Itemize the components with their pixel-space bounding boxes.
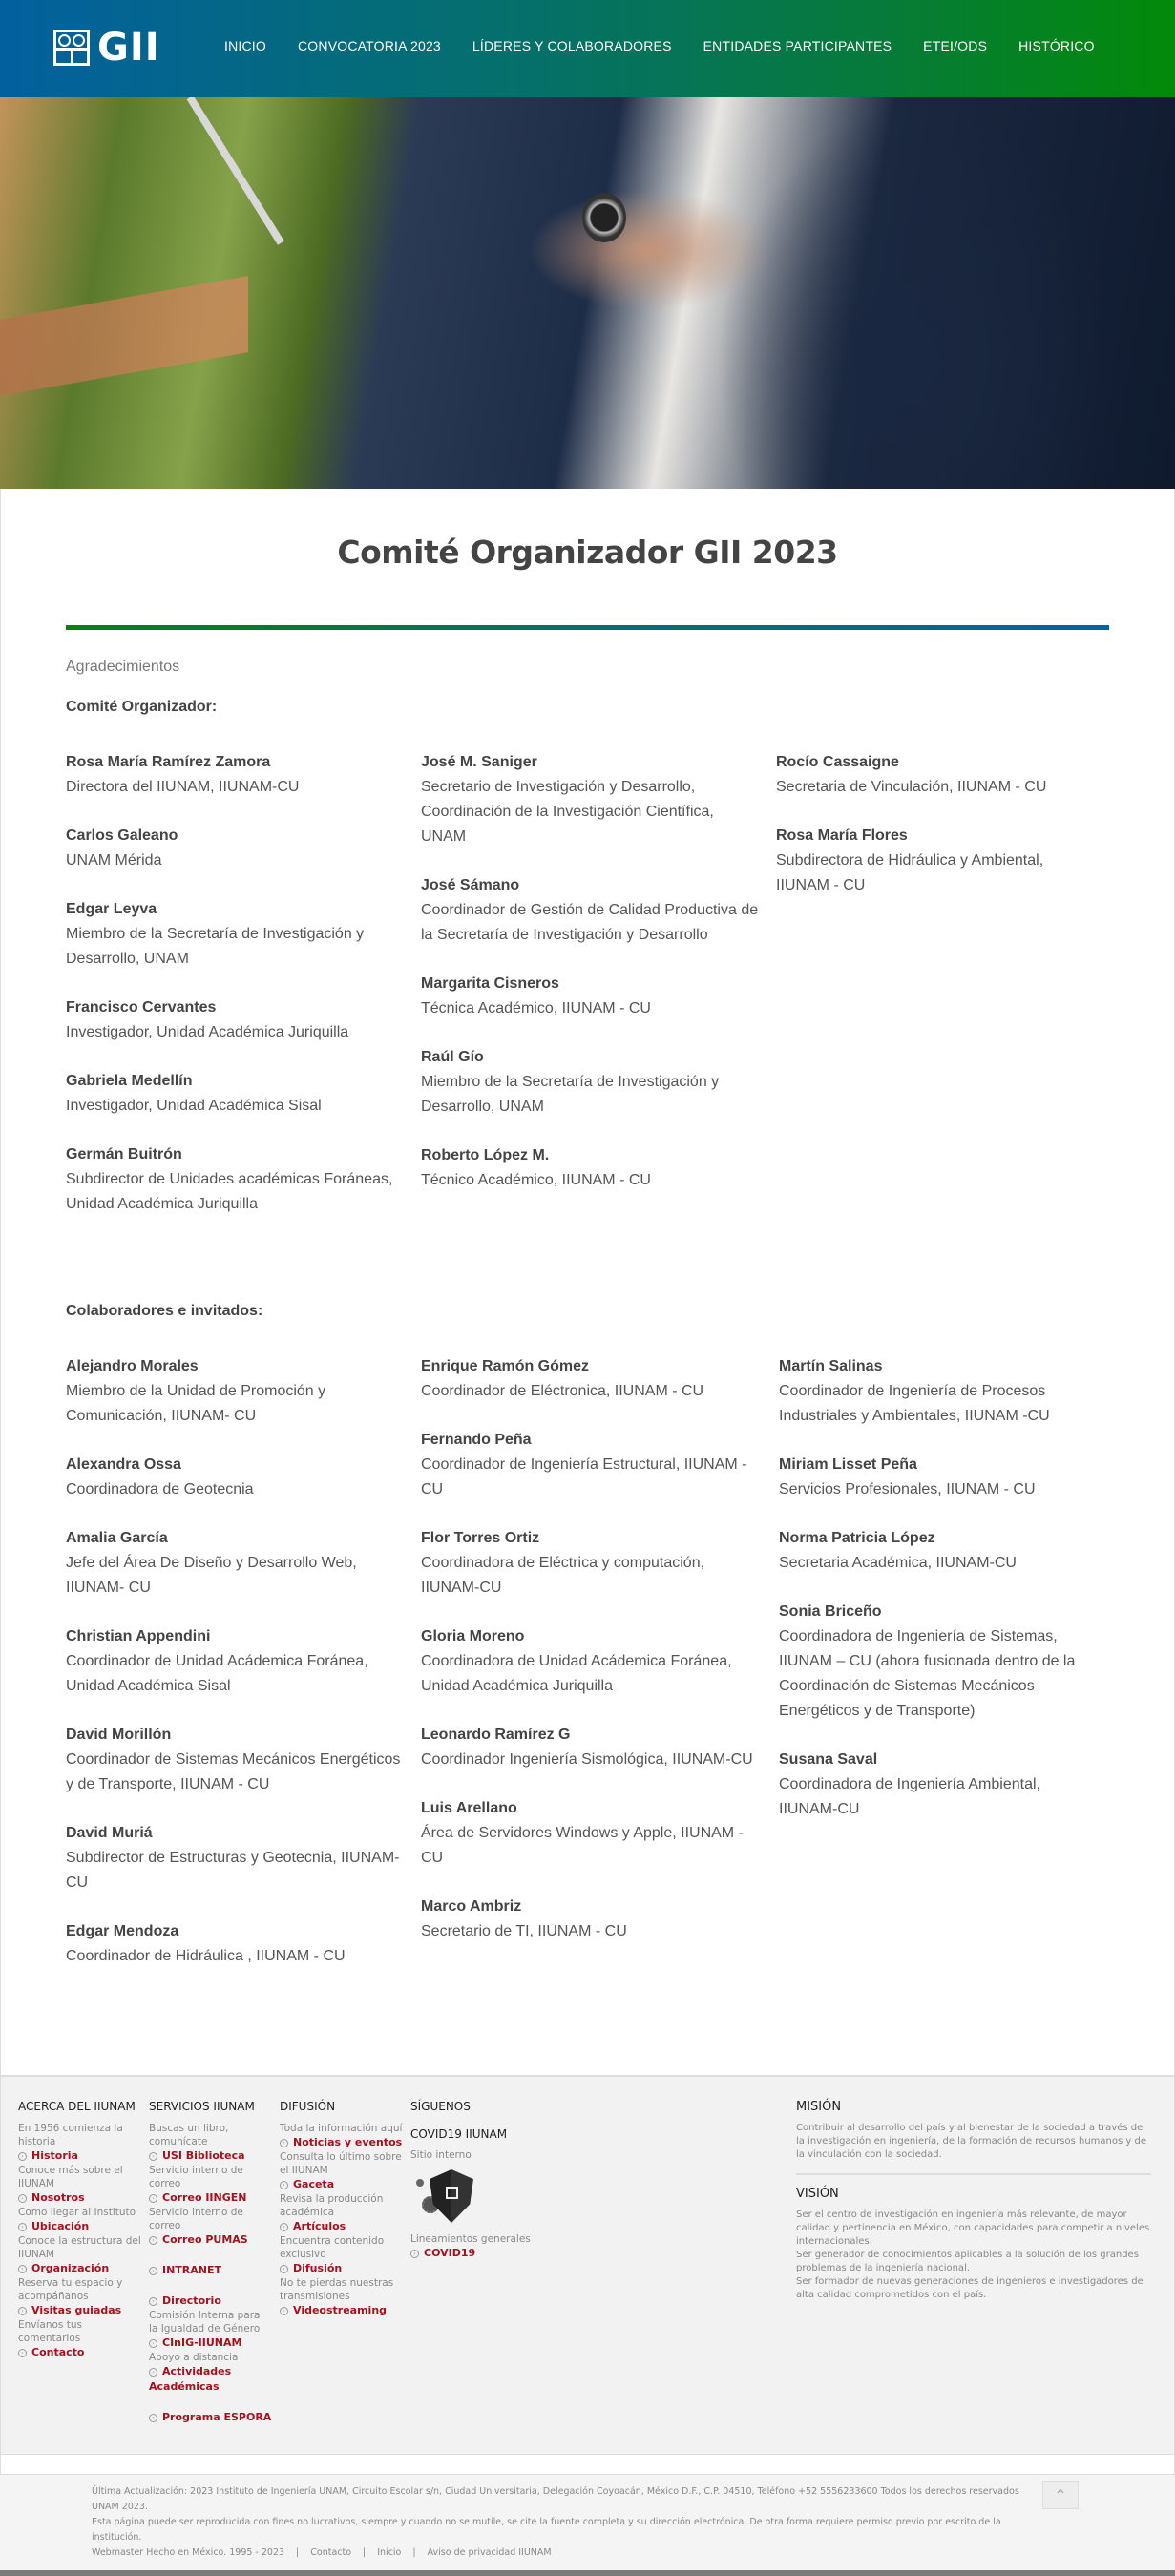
member-role: Área de Servidores Windows y Apple, IIUNAM - CU xyxy=(421,1825,744,1866)
collab-member xyxy=(66,1624,408,1699)
reproduction-notice: Esta página puede ser reproducida con fines no lucrativos, siempre y cuando no se mutile, se cite la fuente completa y su dirección electrónica. De otra forma requiere permiso previo por escrito de la institución. xyxy=(92,2517,1001,2543)
collab-member xyxy=(421,1428,766,1502)
member-role: Coordinador de Unidad Acádemica Foránea, Unidad Académica Sisal xyxy=(66,1653,368,1694)
member-role: Secretaria Académica, IIUNAM-CU xyxy=(779,1555,1017,1571)
footer-link[interactable]: › CInIG-IIUNAM xyxy=(149,2335,272,2351)
footer-desc: Consulta lo último sobre el IIUNAM xyxy=(280,2151,402,2176)
arrow-circle-icon: › xyxy=(149,2194,157,2203)
collab-member xyxy=(66,1526,408,1601)
member-role: Miembro de la Secretaría de Investigación y Desarrollo, UNAM xyxy=(66,926,365,967)
footer-desc: Reserva tu espacio y acompáñanos xyxy=(18,2277,123,2302)
member-name: Enrique Ramón Gómez xyxy=(421,1358,590,1374)
committee-member xyxy=(66,824,408,873)
member-role: Coordinadora de Eléctrica y computación, IIUNAM-CU xyxy=(421,1555,705,1596)
footer-link[interactable]: › Actividades Académicas xyxy=(149,2365,232,2393)
member-name: Roberto López M. xyxy=(421,1147,550,1163)
footer-link[interactable]: › Directorio xyxy=(149,2293,272,2309)
member-role: Coordinador de Ingeniería Estructural, IIUNAM - CU xyxy=(421,1456,747,1497)
collab-member xyxy=(421,1354,766,1404)
footer-desc: Servicio interno de correo xyxy=(149,2165,243,2189)
footer-link[interactable]: › Contacto xyxy=(18,2345,141,2360)
footer-servicios xyxy=(149,2100,280,2425)
footer-link[interactable]: › Noticias y eventos xyxy=(280,2135,403,2150)
collab-member xyxy=(66,1821,408,1895)
footer-link[interactable]: › Ubicación xyxy=(18,2219,141,2234)
footer-link[interactable]: › INTRANET xyxy=(149,2263,272,2278)
footer-desc: Servicio interno de correo xyxy=(149,2207,243,2231)
arrow-circle-icon: › xyxy=(18,2349,27,2357)
page-bottom-strip xyxy=(0,2570,1175,2576)
member-name: Francisco Cervantes xyxy=(66,999,217,1016)
covid19-link[interactable]: › COVID19 xyxy=(410,2246,534,2261)
collab-member xyxy=(779,1354,1097,1429)
main-content xyxy=(0,489,1175,2076)
arrow-circle-icon: › xyxy=(18,2194,27,2203)
mision-divider xyxy=(796,2173,1151,2175)
member-name: Germán Buitrón xyxy=(66,1146,182,1162)
collab-member xyxy=(779,1748,1097,1822)
footer-link[interactable]: › Correo PUMAS xyxy=(149,2232,272,2248)
collab-column xyxy=(66,1354,421,1993)
collab-member xyxy=(421,1624,766,1699)
footer-acerca xyxy=(18,2100,149,2360)
covid-title: COVID19 IIUNAM xyxy=(410,2127,508,2141)
committee-column xyxy=(421,750,776,1241)
committee-member xyxy=(776,824,1097,898)
arrow-circle-icon: › xyxy=(18,2265,27,2273)
arrow-circle-icon: › xyxy=(149,2339,157,2348)
member-role: Secretario de Investigación y Desarrollo, Coordinación de la Investigación Científica, UNAM xyxy=(421,779,714,845)
site-footer xyxy=(0,2076,1175,2455)
member-role: Secretaria de Vinculación, IIUNAM - CU xyxy=(776,779,1047,795)
arrow-circle-icon: › xyxy=(280,2265,288,2273)
arrow-circle-icon: › xyxy=(149,2414,157,2422)
committee-member xyxy=(421,873,763,948)
collab-member xyxy=(421,1723,766,1772)
nav-historico[interactable]: HISTÓRICO xyxy=(1018,38,1095,53)
arrow-circle-icon: › xyxy=(149,2297,157,2306)
mision-title: MISIÓN xyxy=(796,2100,842,2114)
chevron-up-icon: ⌃ xyxy=(1054,2486,1067,2504)
member-name: Alexandra Ossa xyxy=(66,1456,181,1473)
committee-heading: Comité Organizador: xyxy=(66,699,218,715)
footer-difusion xyxy=(280,2100,410,2318)
member-name: Susana Saval xyxy=(779,1751,878,1768)
back-to-top-button[interactable] xyxy=(1042,2481,1079,2509)
webmaster-text: Webmaster Hecho en México. 1995 - 2023 xyxy=(92,2547,285,2558)
footer-link[interactable]: › Gaceta xyxy=(280,2177,403,2192)
member-name: Gabriela Medellín xyxy=(66,1073,193,1089)
member-name: Luis Arellano xyxy=(421,1800,517,1816)
footer-acerca-title: ACERCA DEL IIUNAM xyxy=(18,2100,136,2113)
logo-text: GII xyxy=(97,26,160,70)
footer-desc: Envíanos tus comentarios xyxy=(18,2319,82,2344)
nav-convocatoria[interactable]: CONVOCATORIA 2023 xyxy=(297,38,441,53)
member-role: Coordinador Ingeniería Sismológica, IIUNAM-CU xyxy=(421,1751,753,1768)
arrow-circle-icon: › xyxy=(280,2223,288,2231)
member-name: Sonia Briceño xyxy=(779,1603,882,1620)
committee-member xyxy=(421,1143,763,1193)
committee-member xyxy=(66,750,408,800)
footer-siguenos-title: SÍGUENOS xyxy=(410,2100,471,2113)
vision-text-2: Ser generador de conocimientos aplicables a la solución de los grandes problemas de la ingeniería nacional. xyxy=(796,2250,1139,2273)
member-role: Subdirectora de Hidráulica y Ambiental, IIUNAM - CU xyxy=(776,852,1044,893)
member-name: José Sámano xyxy=(421,877,520,893)
committee-member xyxy=(66,995,408,1045)
covid-desc: Sitio interno xyxy=(410,2149,472,2161)
nav-inicio[interactable]: INICIO xyxy=(224,38,266,53)
member-role: Coordinadora de Geotecnia xyxy=(66,1481,254,1497)
member-role: Técnico Académico, IIUNAM - CU xyxy=(421,1172,651,1188)
iiunam-logo-icon xyxy=(53,30,90,66)
collab-column xyxy=(421,1354,779,1993)
footer-desc: Apoyo a distancia xyxy=(149,2352,239,2363)
footer-desc: No te pierdas nuestras transmisiones xyxy=(280,2277,394,2302)
mision-text: Contribuir al desarrollo del país y al bienestar de la sociedad a través de la investigación en ingeniería, de la formación de recursos humanos y de la vinculación con la sociedad. xyxy=(796,2123,1146,2160)
member-role: Directora del IIUNAM, IIUNAM-CU xyxy=(66,779,300,795)
member-role: Coordinadora de Ingeniería de Sistemas, IIUNAM – CU (ahora fusionada dentro de la Coordinación de Sistemas Mecánicos Energéticos y de Transporte) xyxy=(779,1628,1076,1719)
arrow-circle-icon: › xyxy=(18,2307,27,2315)
member-role: Investigador, Unidad Académica Sisal xyxy=(66,1098,322,1114)
member-role: Coordinadora de Ingeniería Ambiental, IIUNAM-CU xyxy=(779,1776,1040,1817)
collab-member xyxy=(66,1453,408,1502)
member-role: Subdirector de Estructuras y Geotecnia, IIUNAM- CU xyxy=(66,1850,400,1891)
member-role: Coordinador de Hidráulica , IIUNAM - CU xyxy=(66,1948,346,1964)
member-name: Amalia García xyxy=(66,1530,168,1546)
committee-member xyxy=(421,972,763,1021)
footer-siguenos xyxy=(410,2100,541,2261)
arrow-circle-icon: › xyxy=(280,2181,288,2189)
hero-tablet-shape xyxy=(187,97,284,245)
member-name: Leonardo Ramírez G xyxy=(421,1727,571,1743)
nav-entidades[interactable]: ENTIDADES PARTICIPANTES xyxy=(703,38,892,53)
member-name: Miriam Lisset Peña xyxy=(779,1456,917,1473)
arrow-circle-icon: › xyxy=(149,2152,157,2161)
arrow-circle-icon: › xyxy=(18,2152,27,2161)
footer-link[interactable]: › Nosotros xyxy=(18,2190,141,2206)
arrow-circle-icon: › xyxy=(149,2236,157,2245)
member-role: Jefe del Área De Diseño y Desarrollo Web, IIUNAM- CU xyxy=(66,1555,357,1596)
committee-member xyxy=(776,750,1097,800)
member-role: Secretario de TI, IIUNAM - CU xyxy=(421,1923,627,1939)
bottom-bar xyxy=(0,2474,1175,2570)
main-nav xyxy=(224,38,1126,53)
collab-member xyxy=(779,1526,1097,1576)
arrow-circle-icon: › xyxy=(410,2250,419,2258)
member-name: Carlos Galeano xyxy=(66,827,178,844)
collab-member xyxy=(66,1354,408,1429)
member-role: UNAM Mérida xyxy=(66,852,162,869)
member-name: Rosa María Ramírez Zamora xyxy=(66,754,271,770)
footer-link[interactable]: › Correo IINGEN xyxy=(149,2190,272,2206)
committee-column xyxy=(66,750,421,1241)
intro-text: Agradecimientos xyxy=(66,659,180,675)
footer-link[interactable]: › Artículos xyxy=(280,2219,403,2234)
member-name: Christian Appendini xyxy=(66,1628,211,1644)
arrow-circle-icon: › xyxy=(280,2139,288,2147)
bottom-link-aviso[interactable]: Aviso de privacidad IIUNAM xyxy=(427,2547,552,2558)
gradient-divider xyxy=(66,625,1109,630)
member-role: Técnica Académico, IIUNAM - CU xyxy=(421,1000,651,1016)
footer-desc: En 1956 comienza la historia xyxy=(18,2123,123,2147)
gii-logo[interactable] xyxy=(53,26,160,70)
committee-member xyxy=(66,897,408,972)
collaborators-heading: Colaboradores e invitados: xyxy=(66,1303,263,1319)
member-name: Martín Salinas xyxy=(779,1358,883,1374)
hero-watch-shape xyxy=(582,193,626,242)
footer-desc: Toda la información aquí xyxy=(280,2123,403,2134)
member-name: Rocío Cassaigne xyxy=(776,754,899,770)
member-name: Flor Torres Ortiz xyxy=(421,1530,540,1546)
footer-link[interactable]: › Visitas guiadas xyxy=(18,2303,141,2318)
member-role: Servicios Profesionales, IIUNAM - CU xyxy=(779,1481,1036,1497)
page-title: Comité Organizador GII 2023 xyxy=(337,534,838,571)
hero-bench-shape xyxy=(0,276,248,396)
footer-link[interactable]: › Difusión xyxy=(280,2261,403,2276)
member-role: Coordinador de Sistemas Mecánicos Energéticos y de Transporte, IIUNAM - CU xyxy=(66,1751,401,1792)
collab-member xyxy=(779,1600,1097,1724)
member-role: Miembro de la Unidad de Promoción y Comunicación, IIUNAM- CU xyxy=(66,1383,326,1424)
bottom-link-inicio[interactable]: Inicio xyxy=(377,2547,402,2558)
footer-desc: Como llegar al Instituto xyxy=(18,2207,136,2218)
member-role: Miembro de la Secretaría de Investigación y Desarrollo, UNAM xyxy=(421,1074,720,1115)
footer-desc: Conoce más sobre el IIUNAM xyxy=(18,2165,123,2189)
collaborators-grid xyxy=(66,1354,1109,1993)
arrow-circle-icon: › xyxy=(149,2368,157,2377)
footer-desc: Buscas un libro, comunícate xyxy=(149,2123,229,2147)
collab-member xyxy=(779,1453,1097,1502)
member-name: Fernando Peña xyxy=(421,1432,532,1448)
member-name: Margarita Cisneros xyxy=(421,975,559,992)
member-name: Marco Ambriz xyxy=(421,1898,522,1915)
committee-column xyxy=(776,750,1110,1241)
covid-shield-icon[interactable] xyxy=(416,2169,477,2225)
lineamientos-desc: Lineamientos generales xyxy=(410,2233,531,2245)
footer-servicios-title: SERVICIOS IIUNAM xyxy=(149,2100,255,2113)
member-role: Coordinador de Gestión de Calidad Productiva de la Secretaría de Investigación y Desarrollo xyxy=(421,902,759,943)
copyright-line: Última Actualización: 2023 Instituto de Ingeniería UNAM, Circuito Escolar s/n, Ciudad Universitaria, Delegación Coyoacán, México D.F., C.P. 04510, Teléfono +52 5556233600 Todos los derechos reservados UNAM 2023. xyxy=(92,2486,1019,2512)
collab-member xyxy=(66,1723,408,1797)
footer-desc: Conoce la estructura del IIUNAM xyxy=(18,2235,141,2260)
member-name: Edgar Leyva xyxy=(66,901,157,917)
hero-image xyxy=(0,97,1175,489)
member-name: Edgar Mendoza xyxy=(66,1923,179,1939)
committee-member xyxy=(66,1069,408,1119)
member-name: Raúl Gío xyxy=(421,1049,484,1065)
member-role: Investigador, Unidad Académica Juriquilla xyxy=(66,1024,349,1040)
collab-member xyxy=(421,1895,766,1944)
member-role: Coordinador de Ingeniería de Procesos Industriales y Ambientales, IIUNAM -CU xyxy=(779,1383,1050,1424)
collab-member xyxy=(66,1919,408,1969)
collab-column xyxy=(779,1354,1110,1993)
committee-member xyxy=(421,750,763,849)
vision-text-3: Ser formador de nuevas generaciones de ingenieros e investigadores de alta calidad comprometidos con el país. xyxy=(796,2276,1144,2300)
footer-link[interactable]: › USI Biblioteca xyxy=(149,2148,272,2164)
member-name: Gloria Moreno xyxy=(421,1628,525,1644)
footer-desc: Revisa la producción académica xyxy=(280,2193,384,2218)
committee-member xyxy=(66,1142,408,1217)
member-name: David Morillón xyxy=(66,1727,172,1743)
bottom-links: Webmaster Hecho en México. 1995 - 2023 | Contacto | Inicio | Aviso de privacidad IIUNAM xyxy=(92,2547,552,2558)
nav-etei-ods[interactable]: ETEI/ODS xyxy=(923,38,988,53)
site-header xyxy=(0,0,1175,97)
arrow-circle-icon: › xyxy=(149,2267,157,2275)
nav-lideres[interactable]: LÍDERES Y COLABORADORES xyxy=(472,38,672,53)
collab-member xyxy=(421,1796,766,1871)
member-role: Coordinador de Eléctronica, IIUNAM - CU xyxy=(421,1383,704,1399)
footer-link[interactable]: › Historia xyxy=(18,2148,141,2164)
vision-title: VISIÓN xyxy=(796,2187,839,2201)
member-name: Norma Patricia López xyxy=(779,1530,935,1546)
mision-vision xyxy=(796,2100,1157,2302)
vision-text-1: Ser el centro de investigación en ingeniería más relevante, de mayor calidad y pertinencia en México, con capacidades para competir a niveles internacionales. xyxy=(796,2209,1150,2247)
bottom-link-contacto[interactable]: Contacto xyxy=(310,2547,352,2558)
member-role: Coordinadora de Unidad Acádemica Foránea, Unidad Académica Juriquilla xyxy=(421,1653,732,1694)
footer-link[interactable]: › Videostreaming xyxy=(280,2303,403,2318)
committee-member xyxy=(421,1045,763,1120)
arrow-circle-icon: › xyxy=(18,2223,27,2231)
collab-member xyxy=(421,1526,766,1601)
member-role: Subdirector de Unidades académicas Foráneas, Unidad Académica Juriquilla xyxy=(66,1171,393,1212)
member-name: José M. Saniger xyxy=(421,754,537,770)
footer-desc: Comisión Interna para la Igualdad de Género xyxy=(149,2310,261,2335)
footer-link[interactable]: › Organización xyxy=(18,2261,141,2276)
member-name: Rosa María Flores xyxy=(776,827,908,844)
arrow-circle-icon: › xyxy=(280,2307,288,2315)
committee-grid xyxy=(66,750,1109,1241)
footer-link[interactable]: › Programa ESPORA xyxy=(149,2410,272,2425)
footer-desc: Encuentra contenido exclusivo xyxy=(280,2235,385,2260)
footer-difusion-title: DIFUSIÓN xyxy=(280,2100,336,2113)
member-name: Alejandro Morales xyxy=(66,1358,199,1374)
bottom-text-block xyxy=(92,2484,1032,2561)
member-name: David Muriá xyxy=(66,1825,153,1841)
